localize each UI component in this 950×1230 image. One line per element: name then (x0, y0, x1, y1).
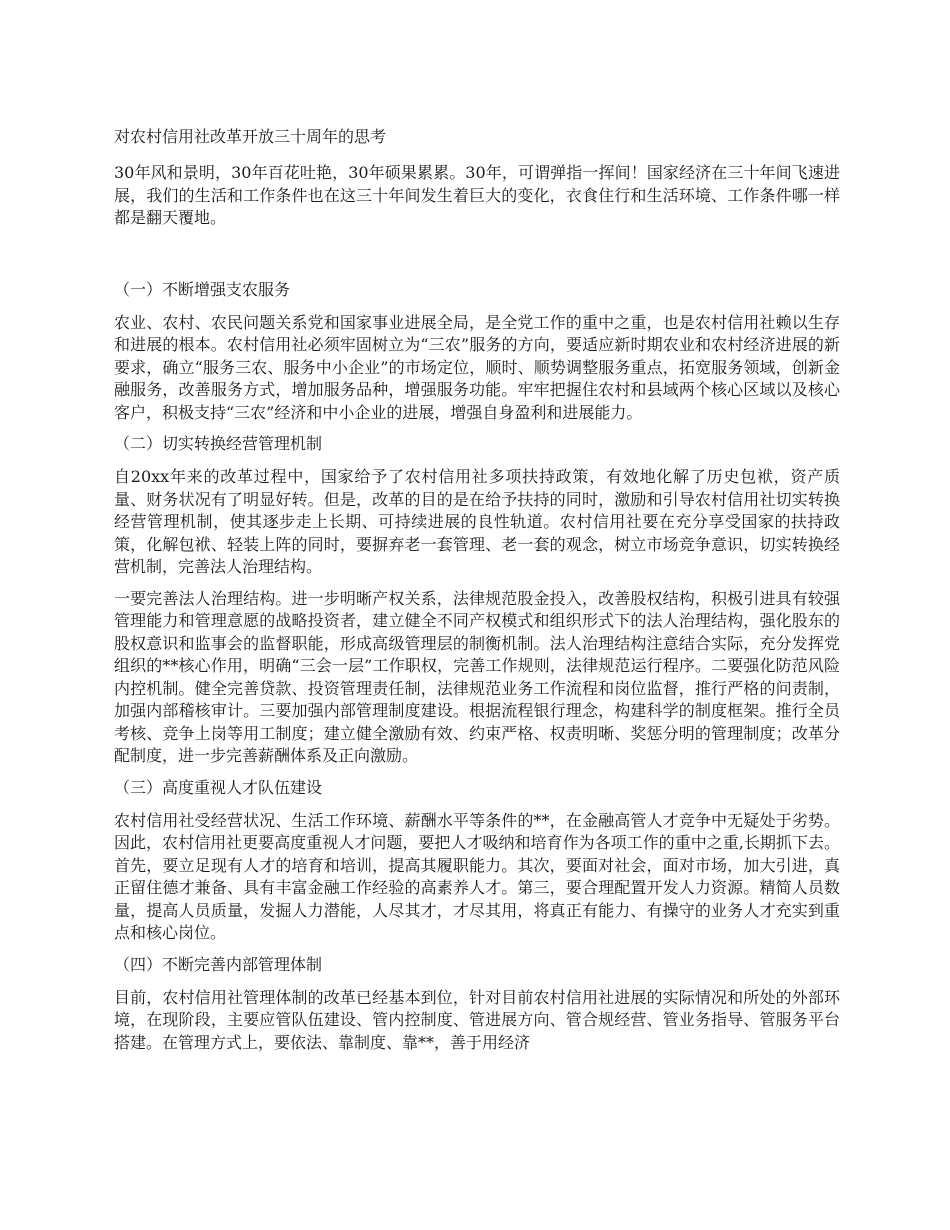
section-heading-2: （二）切实转换经营管理机制 (114, 434, 323, 453)
document-page (114, 126, 840, 1063)
section-heading-1: （一）不断增强支农服务 (114, 279, 291, 299)
document-title: 对农村信用社改革开放三十周年的思考 (114, 127, 387, 146)
section-gap (114, 239, 840, 279)
section-heading-4: （四）不断完善内部管理体制 (114, 954, 323, 974)
section-2-paragraph-1: 自20xx年来的改革过程中，国家给予了农村信用社多项扶持政策，有效地化解了历史包袱，资产质量、财务状况有了明显好转。但是，改革的目的是在给予扶持的同时，激励和引导农村信用社切实转换经营管理机制，使其逐步走上长期、可持续进展的良性轨道。农村信用社要在充分享受国家的扶持政策，化解包袱、轻装上阵的同时，要摒弃老一套管理、老一套的观念，树立市场竞争意识，切实转换经营机制，完善法人治理结构。 (114, 467, 840, 576)
section-1-paragraph-1: 农业、农村、农民问题关系党和国家事业进展全局，是全党工作的重中之重，也是农村信用社赖以生存和进展的根本。农村信用社必须牢固树立为“三农”服务的方向，要适应新时期农业和农村经济进展的新要求，确立“服务三农、服务中小企业”的市场定位，顺时、顺势调整服务重点，拓宽服务领域，创新金融服务，改善服务方式，增加服务品种，增强服务功能。牢牢把握住农村和县域两个核心区域以及核心客户，积极支持“三农”经济和中小企业的进展，增强自身盈利和进展能力。 (114, 312, 840, 422)
section-2-paragraph-2: 一要完善法人治理结构。进一步明晰产权关系，法律规范股金投入，改善股权结构，积极引进具有较强管理能力和管理意愿的战略投资者，建立健全不同产权模式和组织形式下的法人治理结构，强化股东的股权意识和监事会的监督职能，形成高级管理层的制衡机制。法人治理结构注意结合实际，充分发挥党组织的**核心作用，明确“三会一层”工作职权，完善工作规则，法律规范运行程序。二要强化防范风险内控机制。健全完善贷款、投资管理责任制，法律规范业务工作流程和岗位监督，推行严格的问责制，加强内部稽核审计。三要加强内部管理制度建设。根据流程银行理念，构建科学的制度框架。推行全员考核、竞争上岗等用工制度；建立健全激励有效、约束严格、权责明晰、奖惩分明的管理制度；改革分配制度，进一步完善薪酬体系及正向激励。 (114, 588, 840, 765)
section-4-paragraph-1: 目前，农村信用社管理体制的改革已经基本到位，针对目前农村信用社进展的实际情况和所处的外部环境，在现阶段，主要应管队伍建设、管内控制度、管进展方向、管合规经营、管业务指导、管服务平台搭建。在管理方式上，要依法、靠制度、靠**，善于用经济 (114, 987, 840, 1052)
section-heading-3: （三）高度重视人才队伍建设 (114, 777, 323, 797)
intro-paragraph: 30年风和景明，30年百花吐艳，30年硕果累累。30年，可谓弹指一挥间！国家经济在三十年间飞速进展，我们的生活和工作条件也在这三十年间发生着巨大的变化，衣食住行和生活环境、工作条件哪一样都是翻天覆地。 (114, 163, 840, 227)
section-3-paragraph-1: 农村信用社受经营状况、生活工作环境、薪酬水平等条件的**，在金融高管人才竞争中无疑处于劣势。因此，农村信用社更要高度重视人才问题，要把人才吸纳和培育作为各项工作的重中之重,长期抓下去。首先，要立足现有人才的培育和培训，提高其履职能力。其次，要面对社会，面对市场，加大引进，真正留住德才兼备、具有丰富金融工作经验的高素养人才。第三，要合理配置开发人力资源。精简人员数量，提高人员质量，发掘人力潜能，人尽其才，才尽其用，将真正有能力、有操守的业务人才充实到重点和核心岗位。 (114, 810, 840, 942)
